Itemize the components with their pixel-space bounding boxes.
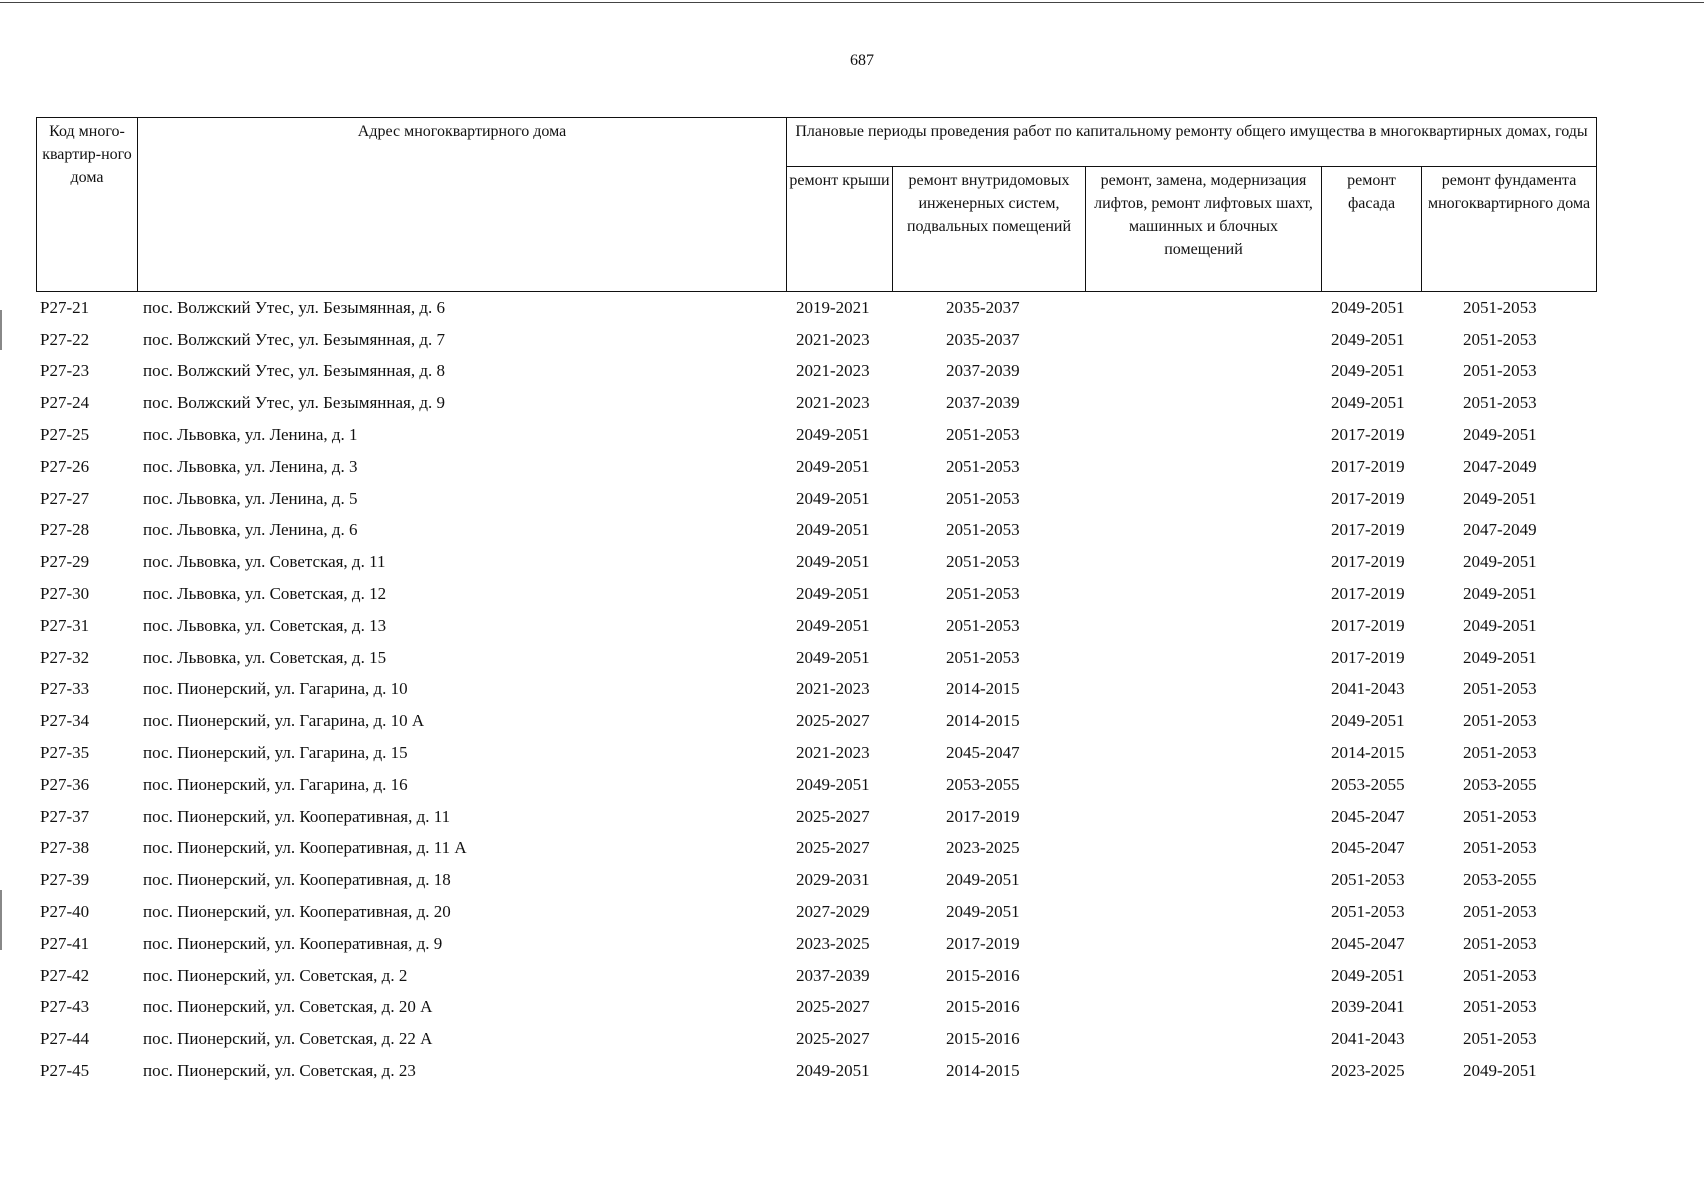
- table-row: [36, 674, 1596, 706]
- cell-code: Р27-26: [40, 456, 90, 476]
- cell-facade: 2049-2051: [1331, 297, 1405, 317]
- cell-code: Р27-40: [40, 902, 90, 922]
- table-row: [36, 896, 1596, 928]
- header-systems: ремонт внутридомовых инженерных систем, подвальных помещений: [893, 167, 1086, 292]
- cell-code: Р27-42: [40, 965, 90, 985]
- cell-foundation: 2051-2053: [1463, 965, 1537, 985]
- header-facade: ремонт фасада: [1322, 167, 1422, 292]
- cell-code: Р27-28: [40, 520, 90, 540]
- cell-lifts: [1085, 546, 1321, 578]
- cell-facade: 2051-2053: [1331, 902, 1405, 922]
- table-row: [36, 578, 1596, 610]
- cell-facade: 2049-2051: [1331, 393, 1405, 413]
- cell-foundation: 2049-2051: [1463, 552, 1537, 572]
- cell-address: пос. Пионерский, ул. Гагарина, д. 15: [143, 743, 408, 763]
- table-row: [36, 546, 1596, 578]
- cell-roof: 2025-2027: [796, 1029, 870, 1049]
- cell-foundation: 2049-2051: [1463, 425, 1537, 445]
- cell-address: пос. Львовка, ул. Советская, д. 13: [143, 615, 387, 635]
- table-row: [36, 515, 1596, 547]
- cell-code: Р27-21: [40, 297, 90, 317]
- cell-code: Р27-39: [40, 870, 90, 890]
- cell-systems: 2051-2053: [946, 552, 1020, 572]
- cell-roof: 2019-2021: [796, 297, 870, 317]
- cell-roof: 2025-2027: [796, 711, 870, 731]
- cell-facade: 2045-2047: [1331, 838, 1405, 858]
- cell-lifts: [1085, 769, 1321, 801]
- cell-lifts: [1085, 674, 1321, 706]
- cell-roof: 2049-2051: [796, 1061, 870, 1081]
- cell-systems: 2023-2025: [946, 838, 1020, 858]
- cell-facade: 2017-2019: [1331, 647, 1405, 667]
- cell-systems: 2051-2053: [946, 456, 1020, 476]
- cell-roof: 2021-2023: [796, 329, 870, 349]
- cell-roof: 2027-2029: [796, 902, 870, 922]
- cell-code: Р27-31: [40, 615, 90, 635]
- cell-address: пос. Пионерский, ул. Советская, д. 23: [143, 1061, 416, 1081]
- table-row: [36, 769, 1596, 801]
- cell-foundation: 2051-2053: [1463, 711, 1537, 731]
- table-row: [36, 705, 1596, 737]
- cell-code: Р27-32: [40, 647, 90, 667]
- cell-roof: 2021-2023: [796, 743, 870, 763]
- cell-code: Р27-44: [40, 1029, 90, 1049]
- cell-lifts: [1085, 515, 1321, 547]
- cell-roof: 2037-2039: [796, 965, 870, 985]
- cell-facade: 2017-2019: [1331, 615, 1405, 635]
- cell-address: пос. Пионерский, ул. Кооперативная, д. 9: [143, 933, 443, 953]
- header-code: Код много-квартир-ного дома: [37, 118, 138, 292]
- cell-facade: 2017-2019: [1331, 488, 1405, 508]
- cell-roof: 2049-2051: [796, 647, 870, 667]
- cell-address: пос. Львовка, ул. Советская, д. 11: [143, 552, 386, 572]
- cell-systems: 2053-2055: [946, 774, 1020, 794]
- cell-address: пос. Волжский Утес, ул. Безымянная, д. 9: [143, 393, 446, 413]
- cell-roof: 2049-2051: [796, 488, 870, 508]
- cell-address: пос. Пионерский, ул. Гагарина, д. 10: [143, 679, 408, 699]
- cell-roof: 2049-2051: [796, 456, 870, 476]
- cell-code: Р27-36: [40, 774, 90, 794]
- page-number: 687: [850, 52, 874, 69]
- cell-foundation: 2049-2051: [1463, 488, 1537, 508]
- cell-lifts: [1085, 324, 1321, 356]
- cell-facade: 2017-2019: [1331, 456, 1405, 476]
- cell-lifts: [1085, 356, 1321, 388]
- schedule-sheet: [36, 117, 1596, 1087]
- table-row: [36, 1055, 1596, 1087]
- cell-lifts: [1085, 1055, 1321, 1087]
- cell-lifts: [1085, 387, 1321, 419]
- cell-foundation: 2049-2051: [1463, 647, 1537, 667]
- cell-address: пос. Львовка, ул. Ленина, д. 6: [143, 520, 358, 540]
- cell-address: пос. Волжский Утес, ул. Безымянная, д. 7: [143, 329, 446, 349]
- cell-foundation: 2051-2053: [1463, 361, 1537, 381]
- cell-code: Р27-23: [40, 361, 90, 381]
- cell-systems: 2014-2015: [946, 1061, 1020, 1081]
- cell-facade: 2014-2015: [1331, 743, 1405, 763]
- cell-address: пос. Волжский Утес, ул. Безымянная, д. 8: [143, 361, 446, 381]
- cell-foundation: 2051-2053: [1463, 1029, 1537, 1049]
- cell-address: пос. Пионерский, ул. Кооперативная, д. 11 А: [143, 838, 467, 858]
- table-row: [36, 483, 1596, 515]
- cell-lifts: [1085, 896, 1321, 928]
- cell-code: Р27-25: [40, 425, 90, 445]
- cell-facade: 2041-2043: [1331, 679, 1405, 699]
- cell-roof: 2029-2031: [796, 870, 870, 890]
- cell-code: Р27-29: [40, 552, 90, 572]
- cell-facade: 2049-2051: [1331, 965, 1405, 985]
- table-row: [36, 833, 1596, 865]
- table-row: [36, 864, 1596, 896]
- cell-lifts: [1085, 292, 1321, 324]
- cell-systems: 2051-2053: [946, 425, 1020, 445]
- table-row: [36, 992, 1596, 1024]
- cell-address: пос. Львовка, ул. Советская, д. 12: [143, 584, 387, 604]
- cell-roof: 2021-2023: [796, 679, 870, 699]
- cell-systems: 2015-2016: [946, 997, 1020, 1017]
- cell-facade: 2017-2019: [1331, 584, 1405, 604]
- cell-roof: 2025-2027: [796, 806, 870, 826]
- table-body: [36, 292, 1596, 1087]
- cell-systems: 2051-2053: [946, 584, 1020, 604]
- cell-foundation: 2047-2049: [1463, 456, 1537, 476]
- table-row: [36, 292, 1596, 324]
- cell-roof: 2025-2027: [796, 997, 870, 1017]
- cell-address: пос. Пионерский, ул. Кооперативная, д. 20: [143, 902, 451, 922]
- cell-roof: 2049-2051: [796, 774, 870, 794]
- cell-foundation: 2051-2053: [1463, 838, 1537, 858]
- cell-code: Р27-45: [40, 1061, 90, 1081]
- cell-address: пос. Пионерский, ул. Советская, д. 20 А: [143, 997, 433, 1017]
- cell-roof: 2023-2025: [796, 933, 870, 953]
- cell-lifts: [1085, 833, 1321, 865]
- table-row: [36, 610, 1596, 642]
- top-rule: [0, 2, 1704, 3]
- cell-roof: 2021-2023: [796, 361, 870, 381]
- cell-foundation: 2051-2053: [1463, 297, 1537, 317]
- cell-roof: 2049-2051: [796, 584, 870, 604]
- cell-address: пос. Пионерский, ул. Советская, д. 22 А: [143, 1029, 433, 1049]
- cell-lifts: [1085, 864, 1321, 896]
- cell-facade: 2049-2051: [1331, 329, 1405, 349]
- cell-roof: 2049-2051: [796, 425, 870, 445]
- table-row: [36, 451, 1596, 483]
- cell-code: Р27-37: [40, 806, 90, 826]
- cell-facade: 2041-2043: [1331, 1029, 1405, 1049]
- cell-facade: 2045-2047: [1331, 933, 1405, 953]
- cell-lifts: [1085, 928, 1321, 960]
- cell-lifts: [1085, 610, 1321, 642]
- header-periods: Плановые периоды проведения работ по капитальному ремонту общего имущества в многоквартирных домах, годы: [787, 118, 1597, 167]
- cell-foundation: 2049-2051: [1463, 615, 1537, 635]
- header-lifts: ремонт, замена, модернизация лифтов, ремонт лифтовых шахт, машинных и блочных помещений: [1086, 167, 1322, 292]
- cell-foundation: 2051-2053: [1463, 902, 1537, 922]
- cell-systems: 2051-2053: [946, 647, 1020, 667]
- cell-roof: 2025-2027: [796, 838, 870, 858]
- cell-facade: 2017-2019: [1331, 552, 1405, 572]
- cell-foundation: 2051-2053: [1463, 806, 1537, 826]
- cell-address: пос. Пионерский, ул. Кооперативная, д. 18: [143, 870, 451, 890]
- cell-systems: 2014-2015: [946, 679, 1020, 699]
- cell-lifts: [1085, 705, 1321, 737]
- cell-facade: 2049-2051: [1331, 361, 1405, 381]
- cell-roof: 2049-2051: [796, 552, 870, 572]
- cell-lifts: [1085, 451, 1321, 483]
- cell-foundation: 2051-2053: [1463, 743, 1537, 763]
- cell-lifts: [1085, 483, 1321, 515]
- cell-facade: 2017-2019: [1331, 520, 1405, 540]
- cell-address: пос. Львовка, ул. Ленина, д. 3: [143, 456, 358, 476]
- table-row: [36, 801, 1596, 833]
- cell-foundation: 2049-2051: [1463, 584, 1537, 604]
- cell-systems: 2051-2053: [946, 615, 1020, 635]
- cell-code: Р27-30: [40, 584, 90, 604]
- cell-code: Р27-35: [40, 743, 90, 763]
- cell-facade: 2045-2047: [1331, 806, 1405, 826]
- cell-systems: 2045-2047: [946, 743, 1020, 763]
- cell-address: пос. Пионерский, ул. Кооперативная, д. 11: [143, 806, 451, 826]
- cell-systems: 2014-2015: [946, 711, 1020, 731]
- cell-roof: 2049-2051: [796, 520, 870, 540]
- cell-address: пос. Пионерский, ул. Гагарина, д. 16: [143, 774, 408, 794]
- cell-systems: 2017-2019: [946, 806, 1020, 826]
- cell-code: Р27-27: [40, 488, 90, 508]
- cell-systems: 2051-2053: [946, 488, 1020, 508]
- cell-lifts: [1085, 419, 1321, 451]
- cell-foundation: 2053-2055: [1463, 774, 1537, 794]
- cell-facade: 2023-2025: [1331, 1061, 1405, 1081]
- cell-address: пос. Львовка, ул. Советская, д. 15: [143, 647, 387, 667]
- table-row: [36, 387, 1596, 419]
- cell-code: Р27-22: [40, 329, 90, 349]
- cell-code: Р27-34: [40, 711, 90, 731]
- header-address: Адрес многоквартирного дома: [138, 118, 787, 292]
- cell-foundation: 2053-2055: [1463, 870, 1537, 890]
- cell-systems: 2015-2016: [946, 1029, 1020, 1049]
- cell-facade: 2039-2041: [1331, 997, 1405, 1017]
- cell-systems: 2037-2039: [946, 361, 1020, 381]
- header-roof: ремонт крыши: [787, 167, 893, 292]
- cell-systems: 2051-2053: [946, 520, 1020, 540]
- cell-lifts: [1085, 992, 1321, 1024]
- cell-systems: 2035-2037: [946, 329, 1020, 349]
- cell-foundation: 2051-2053: [1463, 679, 1537, 699]
- cell-lifts: [1085, 801, 1321, 833]
- table-row: [36, 419, 1596, 451]
- cell-foundation: 2051-2053: [1463, 329, 1537, 349]
- table-row: [36, 928, 1596, 960]
- cell-lifts: [1085, 642, 1321, 674]
- cell-address: пос. Пионерский, ул. Советская, д. 2: [143, 965, 408, 985]
- cell-lifts: [1085, 578, 1321, 610]
- cell-code: Р27-43: [40, 997, 90, 1017]
- cell-lifts: [1085, 737, 1321, 769]
- cell-code: Р27-33: [40, 679, 90, 699]
- cell-lifts: [1085, 960, 1321, 992]
- table-row: [36, 1023, 1596, 1055]
- cell-address: пос. Львовка, ул. Ленина, д. 1: [143, 425, 358, 445]
- cell-lifts: [1085, 1023, 1321, 1055]
- table-row: [36, 960, 1596, 992]
- cell-code: Р27-24: [40, 393, 90, 413]
- cell-facade: 2017-2019: [1331, 425, 1405, 445]
- scan-margin-mark: [0, 890, 2, 950]
- table-row: [36, 324, 1596, 356]
- cell-foundation: 2051-2053: [1463, 933, 1537, 953]
- cell-address: пос. Пионерский, ул. Гагарина, д. 10 А: [143, 711, 425, 731]
- table-row: [36, 642, 1596, 674]
- cell-foundation: 2051-2053: [1463, 997, 1537, 1017]
- cell-foundation: 2051-2053: [1463, 393, 1537, 413]
- table-row: [36, 356, 1596, 388]
- cell-facade: 2053-2055: [1331, 774, 1405, 794]
- cell-facade: 2051-2053: [1331, 870, 1405, 890]
- cell-address: пос. Волжский Утес, ул. Безымянная, д. 6: [143, 297, 446, 317]
- cell-systems: 2035-2037: [946, 297, 1020, 317]
- scan-margin-mark: [0, 310, 2, 350]
- cell-foundation: 2049-2051: [1463, 1061, 1537, 1081]
- cell-code: Р27-41: [40, 933, 90, 953]
- cell-systems: 2017-2019: [946, 933, 1020, 953]
- cell-roof: 2021-2023: [796, 393, 870, 413]
- cell-facade: 2049-2051: [1331, 711, 1405, 731]
- cell-foundation: 2047-2049: [1463, 520, 1537, 540]
- table-row: [36, 737, 1596, 769]
- cell-systems: 2049-2051: [946, 870, 1020, 890]
- cell-roof: 2049-2051: [796, 615, 870, 635]
- cell-systems: 2049-2051: [946, 902, 1020, 922]
- header-foundation: ремонт фундамента многоквартирного дома: [1422, 167, 1597, 292]
- cell-systems: 2015-2016: [946, 965, 1020, 985]
- cell-address: пос. Львовка, ул. Ленина, д. 5: [143, 488, 358, 508]
- cell-systems: 2037-2039: [946, 393, 1020, 413]
- table-header: [36, 117, 1597, 292]
- cell-code: Р27-38: [40, 838, 90, 858]
